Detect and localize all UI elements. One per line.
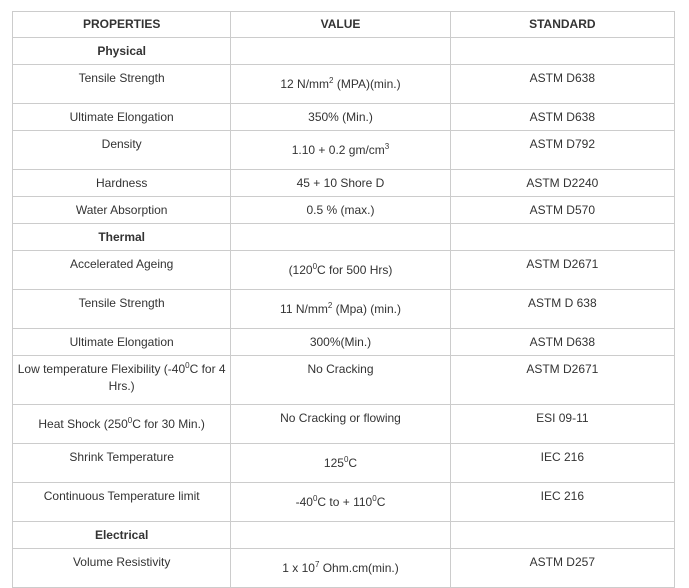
property-cell: Ultimate Elongation <box>13 329 231 356</box>
table-row <box>13 405 675 444</box>
header-row <box>13 12 675 38</box>
table-row <box>13 65 675 104</box>
section-empty-cell <box>231 224 450 251</box>
standard-cell: ASTM D2671 <box>450 356 674 405</box>
section-thermal: Thermal <box>13 224 231 251</box>
property-cell: Shrink Temperature <box>13 444 231 483</box>
value-cell: ($120^0C$ for 500 Hrs) <box>231 251 450 290</box>
table-row <box>13 549 675 588</box>
standard-cell: ASTM D638 <box>450 65 674 104</box>
property-cell: Low temperature Flexibility ($-40^0C$ for 4 Hrs.) <box>13 356 231 405</box>
value-cell: 350% (Min.) <box>231 104 450 131</box>
property-cell: Heat Shock ($250^0C$ for 30 Min.) <box>13 405 231 444</box>
value-cell: 12 $N/mm^2$ (MPA)(min.) <box>231 65 450 104</box>
property-cell: Density <box>13 131 231 170</box>
table-row <box>13 131 675 170</box>
value-cell: 1.10 + 0.2 $gm/cm^3$ <box>231 131 450 170</box>
section-electrical: Electrical <box>13 522 231 549</box>
value-cell: 0.5 % (max.) <box>231 197 450 224</box>
standard-cell: ASTM D638 <box>450 329 674 356</box>
table-row <box>13 104 675 131</box>
table-row <box>13 444 675 483</box>
section-empty-cell <box>450 38 674 65</box>
section-physical: Physical <box>13 38 231 65</box>
table-row <box>13 483 675 522</box>
value-cell: 45 + 10 Shore D <box>231 170 450 197</box>
table-row <box>13 290 675 329</box>
section-empty-cell <box>450 224 674 251</box>
standard-cell: IEC 216 <box>450 483 674 522</box>
section-row-electrical <box>13 522 675 549</box>
property-cell: Continuous Temperature limit <box>13 483 231 522</box>
section-row-thermal <box>13 224 675 251</box>
standard-cell: IEC 216 <box>450 444 674 483</box>
section-empty-cell <box>231 38 450 65</box>
table-row <box>13 197 675 224</box>
table-row <box>13 329 675 356</box>
value-cell: 1 x $10^7$ Ohm.cm(min.) <box>231 549 450 588</box>
value-cell: No Cracking or flowing <box>231 405 450 444</box>
property-cell: Hardness <box>13 170 231 197</box>
table-row <box>13 170 675 197</box>
property-cell: Volume Resistivity <box>13 549 231 588</box>
standard-cell: ASTM D570 <box>450 197 674 224</box>
value-cell: $125^0C$ <box>231 444 450 483</box>
value-cell: 11 $N/mm^2$ (Mpa) (min.) <box>231 290 450 329</box>
header-properties: PROPERTIES <box>13 12 231 38</box>
standard-cell: ASTM D257 <box>450 549 674 588</box>
value-cell: No Cracking <box>231 356 450 405</box>
section-empty-cell <box>450 522 674 549</box>
value-cell: $-40^0C$ to + $110^0C$ <box>231 483 450 522</box>
value-cell: 300%(Min.) <box>231 329 450 356</box>
header-standard: STANDARD <box>450 12 674 38</box>
standard-cell: ASTM D638 <box>450 104 674 131</box>
property-cell: Tensile Strength <box>13 65 231 104</box>
standard-cell: ASTM D792 <box>450 131 674 170</box>
standard-cell: ESI 09-11 <box>450 405 674 444</box>
table-row <box>13 356 675 405</box>
property-cell: Tensile Strength <box>13 290 231 329</box>
property-cell: Water Absorption <box>13 197 231 224</box>
table-row <box>13 251 675 290</box>
standard-cell: ASTM D2240 <box>450 170 674 197</box>
section-empty-cell <box>231 522 450 549</box>
header-value: VALUE <box>231 12 450 38</box>
section-row-physical <box>13 38 675 65</box>
standard-cell: ASTM D 638 <box>450 290 674 329</box>
properties-table <box>12 11 675 588</box>
standard-cell: ASTM D2671 <box>450 251 674 290</box>
property-cell: Ultimate Elongation <box>13 104 231 131</box>
property-cell: Accelerated Ageing <box>13 251 231 290</box>
